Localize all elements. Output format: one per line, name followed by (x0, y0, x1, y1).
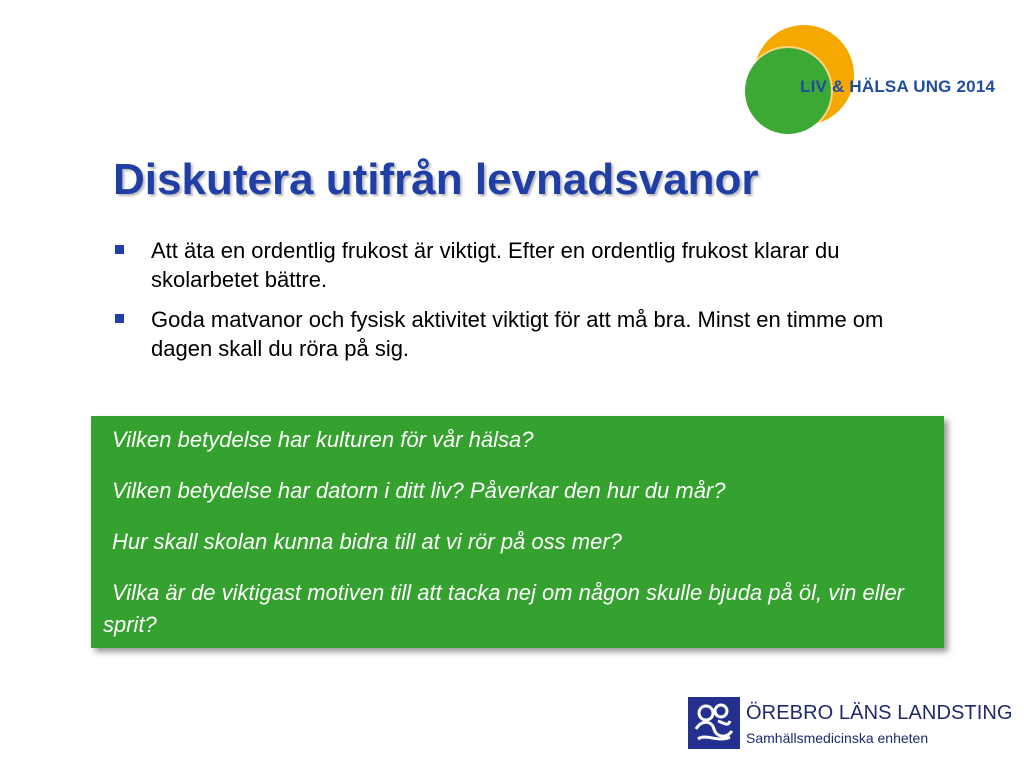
liv-halsa-logo (742, 22, 1024, 134)
logo-text: LIV & HÄLSA UNG 2014 (800, 77, 996, 96)
question-text: Vilken betydelse har datorn i ditt liv? Påverkar den hur du mår? (112, 478, 726, 503)
org-unit: Samhällsmedicinska enheten (746, 730, 929, 746)
bullet-item (113, 305, 943, 363)
square-bullet-icon (115, 245, 124, 254)
question-box (91, 416, 944, 648)
org-name: ÖREBRO LÄNS LANDSTING (746, 702, 1013, 724)
bullet-list (113, 236, 943, 374)
landsting-emblem-icon (688, 697, 740, 749)
question-text: Vilka är de viktigast motiven till att tacka nej om någon skulle bjuda på öl, vin eller sprit? (103, 580, 905, 637)
question-text: Hur skall skolan kunna bidra till at vi rör på oss mer? (112, 529, 622, 554)
bullet-text: Att äta en ordentlig frukost är viktigt. Efter en ordentlig frukost klarar du skolarbetet bättre. (151, 238, 840, 292)
square-bullet-icon (115, 314, 124, 323)
bullet-text: Goda matvanor och fysisk aktivitet viktigt för att må bra. Minst en timme om dagen skall du röra på sig. (151, 307, 884, 361)
orebro-lans-landsting-logo (688, 697, 1013, 753)
question-text: Vilken betydelse har kulturen för vår hälsa? (112, 427, 534, 452)
bullet-item (113, 236, 943, 294)
slide-title: Diskutera utifrån levnadsvanor (113, 155, 759, 204)
